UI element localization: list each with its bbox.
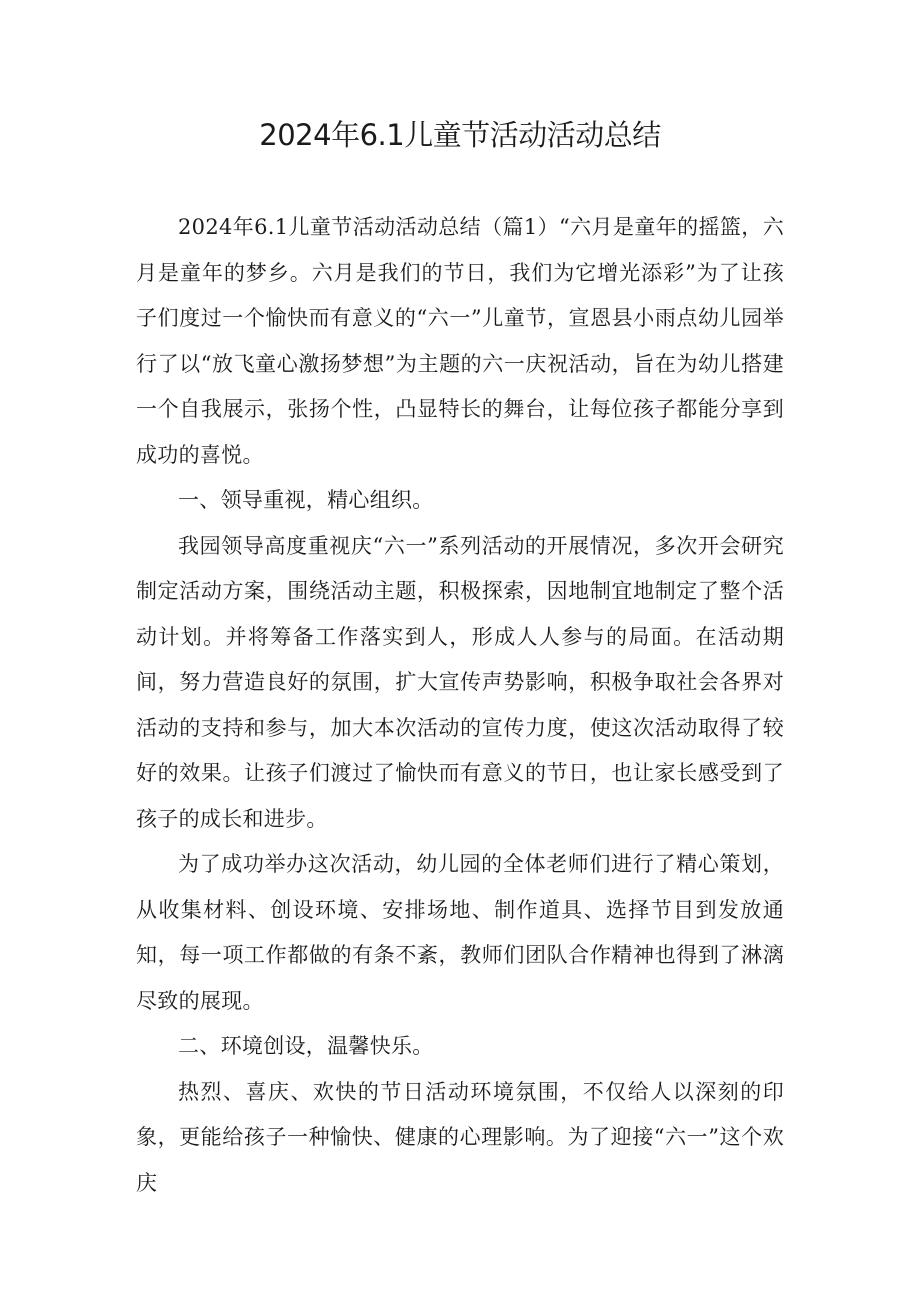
document-title: 2024年6.1儿童节活动活动总结 — [259, 118, 661, 152]
paragraph-environment: 热烈、喜庆、欢快的节日活动环境氛围，不仅给人以深刻的印象，更能给孩子一种愉快、健康的心理影响。为了迎接“六一”这个欢庆 — [136, 1079, 784, 1195]
section-heading-1: 一、领导重视，精心组织。 — [178, 488, 434, 512]
paragraph-leadership: 我园领导高度重视庆“六一”系列活动的开展情况，多次开会研究制定活动方案，围绕活动主题，积极探索，因地制宜地制定了整个活动计划。并将筹备工作落实到人，形成人人参与的局面。在活动期间，努力营造良好的氛围，扩大宣传声势影响，积极争取社会各界对活动的支持和参与，加大本次活动的宣传力度，使这次活动取得了较好的效果。让孩子们渡过了愉快而有意义的节日，也让家长感受到了孩子的成长和进步。 — [136, 533, 784, 831]
document-body — [136, 205, 784, 1206]
paragraph-intro: 2024年6.1儿童节活动活动总结（篇1）“六月是童年的摇篮，六月是童年的梦乡。六月是我们的节日，我们为它增光添彩”为了让孩子们度过一个愉快而有意义的“六一”儿童节，宣恩县小雨点幼儿园举行了以“放飞童心激扬梦想”为主题的六一庆祝活动，旨在为幼儿搭建一个自我展示，张扬个性，凸显特长的舞台，让每位孩子都能分享到成功的喜悦。 — [136, 215, 784, 467]
section-heading-2: 二、环境创设，温馨快乐。 — [178, 1034, 434, 1058]
paragraph-preparation: 为了成功举办这次活动，幼儿园的全体老师们进行了精心策划，从收集材料、创设环境、安排场地、制作道具、选择节目到发放通知，每一项工作都做的有条不紊，教师们团队合作精神也得到了淋漓尽致的展现。 — [136, 852, 784, 1013]
